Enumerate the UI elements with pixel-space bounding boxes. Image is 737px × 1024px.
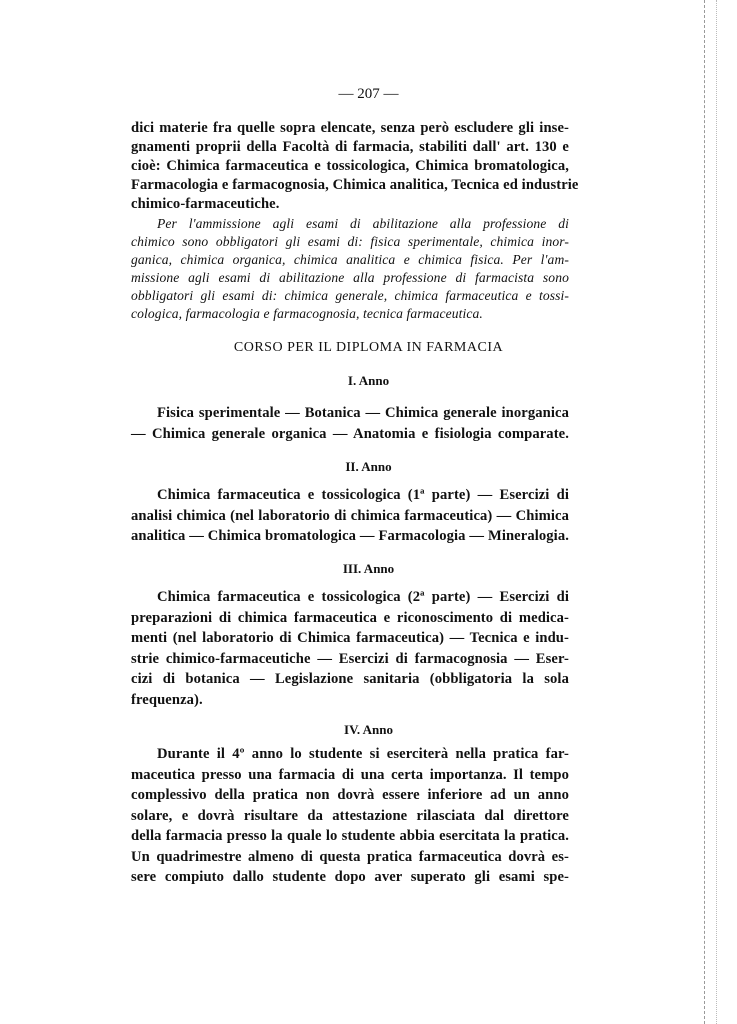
text-line: Per l'ammissione agli esami di abilitazione alla professione di <box>157 216 569 231</box>
text-line: analisi chimica (nel laboratorio di chimica farmaceutica) — Chimica <box>131 507 569 524</box>
text-line: sere compiuto dallo studente dopo aver superato gli esami spe- <box>131 869 569 885</box>
text-line: analitica — Chimica bromatologica — Farmacologia — Mineralogia. <box>131 528 569 544</box>
section-title: CORSO PER IL DIPLOMA IN FARMACIA <box>233 340 504 355</box>
text-line: menti (nel laboratorio di Chimica farmaceutica) — Tecnica e indu- <box>131 630 569 646</box>
text-line: frequenza). <box>131 691 203 708</box>
scan-edge-line <box>716 0 717 1024</box>
text-line: gnamenti proprii della Facoltà di farmacia, stabiliti dall' art. 130 e <box>131 139 569 155</box>
text-line: della farmacia presso la quale lo studente abbia esercitata la pratica. <box>131 828 569 844</box>
text-line: chimico sono obbligatori gli esami di: fisica sperimentale, chimica inor- <box>131 234 569 249</box>
text-line: Fisica sperimentale — Botanica — Chimica generale inorganica <box>157 405 569 421</box>
note-paragraph <box>131 215 569 323</box>
year-heading: I. Anno <box>347 373 390 388</box>
year-2-content <box>131 485 569 547</box>
text-line: — Chimica generale organica — Anatomia e fisiologia comparate. <box>131 425 569 442</box>
text-line: strie chimico-farmaceutiche — Esercizi di farmacognosia — Eser- <box>131 650 569 667</box>
intro-paragraph <box>131 119 579 214</box>
text-line: chimico-farmaceutiche. <box>131 196 280 212</box>
text-line: obbligatori gli esami di: chimica generale, chimica farmaceutica e tossi- <box>131 288 569 303</box>
scan-edge-line <box>704 0 705 1024</box>
text-line: cizi di botanica — Legislazione sanitaria (obbligatoria la sola <box>131 671 569 687</box>
page-number: — 207 — <box>338 86 399 102</box>
text-line: ganica, chimica organica, chimica analitica e chimica fisica. Per l'am- <box>131 252 569 267</box>
text-line: Farmacologia e farmacognosia, Chimica analitica, Tecnica ed industrie <box>131 177 579 193</box>
year-heading: II. Anno <box>345 459 392 474</box>
text-line: solare, e dovrà risultare da attestazione rilasciata dal direttore <box>131 807 569 824</box>
year-1-content <box>131 403 569 444</box>
year-4-content <box>131 744 569 888</box>
year-heading: III. Anno <box>342 561 395 576</box>
text-line: maceutica presso una farmacia di una certa importanza. Il tempo <box>131 766 569 783</box>
text-line: missione agli esami di abilitazione alla professione di farmacista sono <box>131 270 569 285</box>
year-heading: IV. Anno <box>344 722 393 737</box>
text-line: dici materie fra quelle sopra elencate, senza però escludere gli inse- <box>131 120 569 136</box>
text-line: Un quadrimestre almeno di questa pratica farmaceutica dovrà es- <box>131 848 569 865</box>
text-line: Chimica farmaceutica e tossicologica (2ª parte) — Esercizi di <box>157 589 569 605</box>
text-line: preparazioni di chimica farmaceutica e riconoscimento di medica- <box>131 609 569 626</box>
text-line: cologica, farmacologia e farmacognosia, tecnica farmaceutica. <box>131 306 483 321</box>
text-line: Durante il 4º anno lo studente si eserciterà nella pratica far- <box>157 746 569 762</box>
text-line: complessivo della pratica non dovrà essere inferiore ad un anno <box>131 787 569 803</box>
year-3-content <box>131 587 569 710</box>
text-line: Chimica farmaceutica e tossicologica (1ª parte) — Esercizi di <box>157 487 569 503</box>
text-line: cioè: Chimica farmaceutica e tossicologica, Chimica bromatologica, <box>131 158 569 174</box>
